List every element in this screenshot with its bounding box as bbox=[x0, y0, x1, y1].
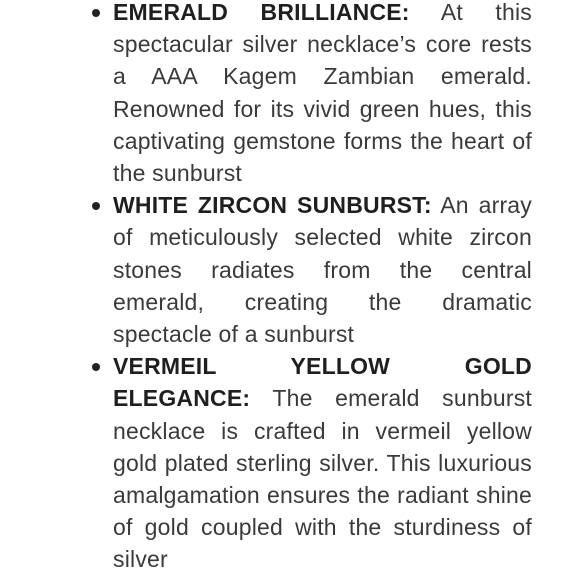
feature-description: At this spectacular silver necklace’s core rests a AAA Kagem Zambian emerald. Renowned for its vivid green hues, this captivating gemstone forms the heart of the sunburst bbox=[113, 0, 532, 187]
feature-title: WHITE ZIRCON SUNBURST: bbox=[113, 192, 432, 219]
bullet-icon bbox=[92, 9, 100, 17]
bullet-icon bbox=[92, 202, 100, 210]
feature-description: An array of meticulously selected white zircon stones radiates from the central emerald, creating the dramatic spectacle of a sunburst bbox=[113, 192, 532, 348]
bullet-icon bbox=[92, 363, 100, 371]
list-item-white-zircon-sunburst bbox=[0, 189, 580, 350]
list-item-emerald-brilliance bbox=[0, 0, 580, 189]
feature-description: The emerald sunburst necklace is crafted in vermeil yellow gold plated sterling silver. This luxurious amalgamation ensures the radiant shine of gold coupled with the sturdiness of silver bbox=[113, 385, 532, 573]
feature-title: VERMEIL YELLOW GOLD ELEGANCE: bbox=[113, 353, 532, 412]
feature-title: EMERALD BRILLIANCE: bbox=[113, 0, 410, 25]
list-item-vermeil-yellow-gold-elegance bbox=[0, 350, 580, 575]
